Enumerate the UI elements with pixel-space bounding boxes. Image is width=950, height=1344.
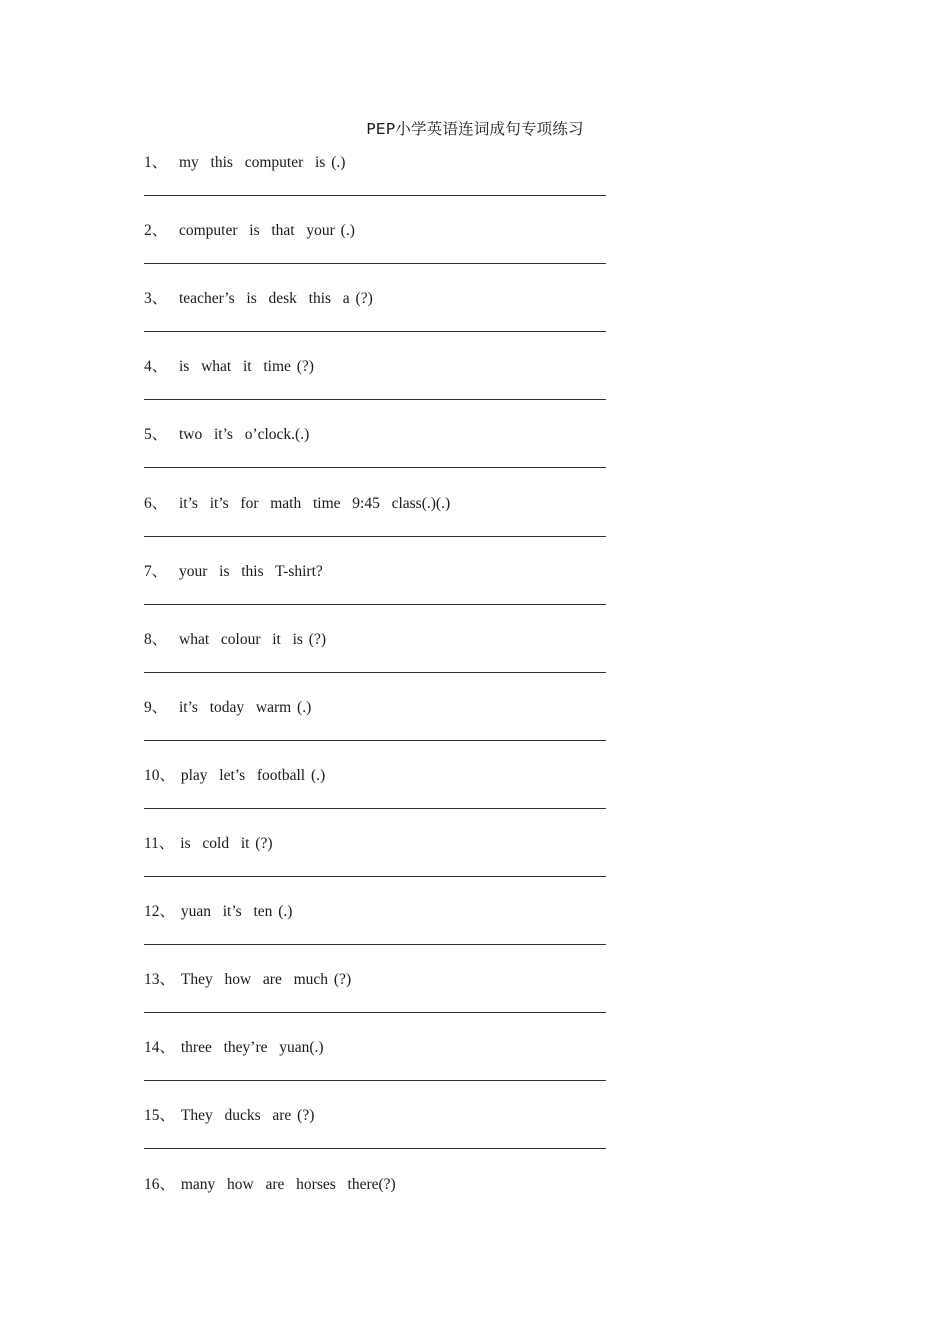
answer-line[interactable] (144, 536, 606, 537)
answer-line[interactable] (144, 1080, 606, 1081)
answer-line[interactable] (144, 399, 606, 400)
question-item (144, 1038, 614, 1086)
question-item (144, 834, 614, 882)
question-text: 13、 They how are much (?) (144, 971, 352, 989)
question-item (144, 289, 614, 337)
answer-line[interactable] (144, 604, 606, 605)
question-text: 8、 what colour it is (?) (144, 630, 327, 648)
question-item (144, 494, 614, 542)
question-text: 1、 my this computer is (.) (144, 154, 346, 171)
question-text: 2、 computer is that your (.) (144, 222, 355, 240)
question-item (144, 221, 614, 269)
question-item (144, 153, 614, 201)
question-text: 7、 your is this T-shirt? (144, 562, 323, 580)
question-text: 11、 is cold it (?) (144, 835, 273, 852)
question-item (144, 902, 614, 950)
question-item (144, 357, 614, 405)
question-item (144, 630, 614, 678)
question-text: 12、 yuan it’s ten (.) (144, 903, 293, 921)
page-title: PEP小学英语连词成句专项练习 (366, 120, 584, 138)
answer-line[interactable] (144, 195, 606, 196)
answer-line[interactable] (144, 876, 606, 877)
answer-line[interactable] (144, 467, 606, 468)
question-text: 15、 They ducks are (?) (144, 1107, 315, 1125)
question-text: 5、 two it’s o’clock.(.) (144, 426, 310, 444)
question-item (144, 425, 614, 473)
answer-line[interactable] (144, 1148, 606, 1149)
answer-line[interactable] (144, 331, 606, 332)
answer-line[interactable] (144, 808, 606, 809)
answer-line[interactable] (144, 740, 606, 741)
question-text: 14、 three they’re yuan(.) (144, 1039, 324, 1057)
answer-line[interactable] (144, 1012, 606, 1013)
question-text: 9、 it’s today warm (.) (144, 698, 312, 716)
answer-line[interactable] (144, 263, 606, 264)
answer-line[interactable] (144, 944, 606, 945)
question-text: 10、 play let’s football (.) (144, 766, 326, 784)
question-text: 16、 many how are horses there(?) (144, 1175, 396, 1193)
question-item (144, 970, 614, 1018)
question-item (144, 1175, 614, 1223)
question-item (144, 698, 614, 746)
question-text: 3、 teacher’s is desk this a (?) (144, 290, 373, 308)
question-text: 6、 it’s it’s for math time 9:45 class(.)(.) (144, 494, 451, 512)
question-item (144, 766, 614, 814)
question-item (144, 562, 614, 610)
question-item (144, 1106, 614, 1154)
answer-line[interactable] (144, 672, 606, 673)
question-text: 4、 is what it time (?) (144, 358, 314, 376)
